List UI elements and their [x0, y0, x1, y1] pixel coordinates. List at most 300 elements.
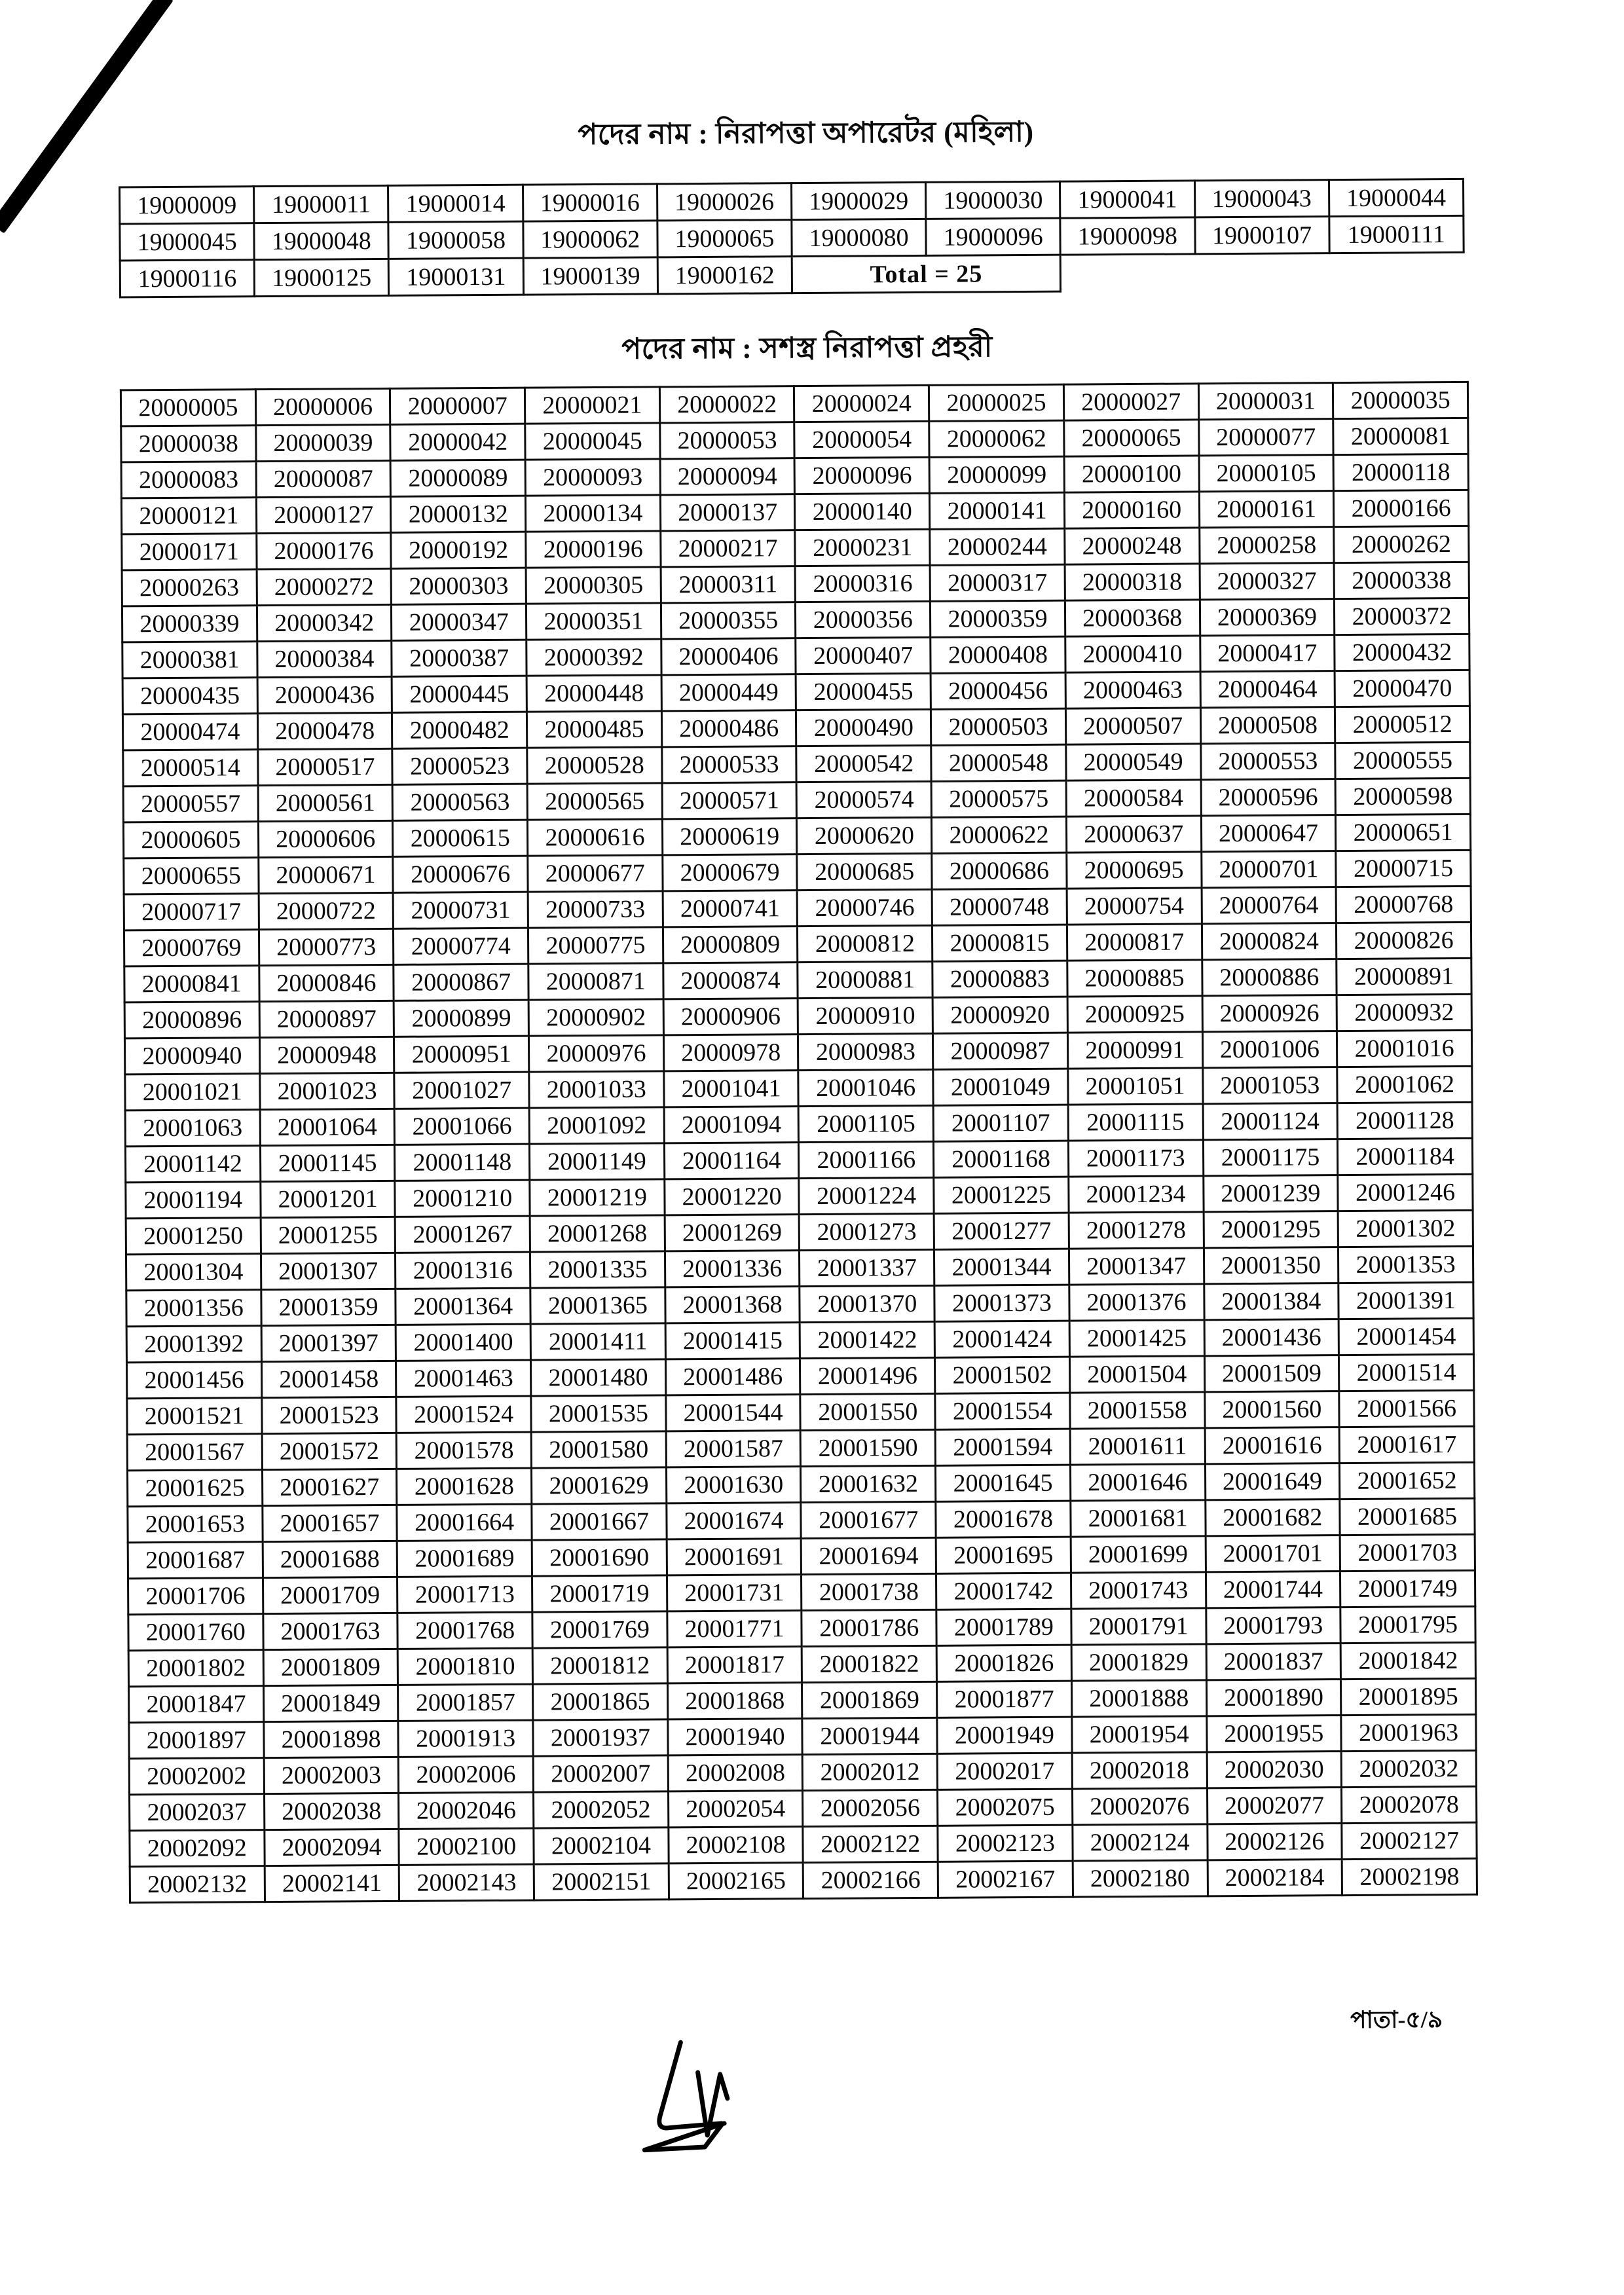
- roll-number-cell: 20000031: [1198, 383, 1333, 420]
- roll-number-cell: 20001769: [532, 1611, 667, 1648]
- roll-number-cell: 20000606: [258, 820, 393, 857]
- roll-number-cell: 20000464: [1200, 671, 1335, 708]
- roll-number-cell: 20000338: [1334, 562, 1469, 598]
- roll-number-cell: 20000701: [1201, 851, 1336, 888]
- roll-number-cell: 20000021: [525, 387, 659, 424]
- roll-number-cell: 20000448: [526, 675, 661, 712]
- roll-number-cell: 20001128: [1337, 1102, 1472, 1139]
- roll-number-cell: 20000303: [391, 568, 526, 604]
- roll-number-cell: 20000384: [257, 640, 392, 677]
- roll-number-cell: 20000685: [797, 853, 932, 890]
- roll-number-cell: 20000369: [1200, 599, 1335, 636]
- roll-number-cell: 20001364: [396, 1288, 530, 1325]
- roll-number-cell: 20001370: [800, 1285, 934, 1322]
- roll-number-cell: 20000615: [393, 820, 528, 856]
- roll-number-cell: 20000368: [1065, 600, 1200, 636]
- roll-number-cell: 20002141: [265, 1865, 399, 1901]
- roll-number-cell: 20001789: [936, 1609, 1071, 1645]
- roll-number-cell: 20000557: [123, 786, 258, 822]
- roll-number-cell: 20000920: [932, 997, 1067, 1033]
- roll-number-cell: 20001454: [1338, 1318, 1473, 1355]
- roll-number-cell: 20000902: [528, 999, 663, 1036]
- roll-number-cell: 20001578: [397, 1432, 532, 1469]
- roll-number-cell: 20001550: [800, 1393, 935, 1430]
- roll-number-cell: 20001630: [666, 1467, 801, 1503]
- roll-number-cell: 20001523: [262, 1397, 397, 1433]
- roll-number-cell: 20002030: [1207, 1752, 1342, 1788]
- roll-number-cell: 20001629: [532, 1467, 667, 1504]
- roll-number-cell: 20000978: [663, 1035, 798, 1071]
- roll-number-cell: 20000565: [527, 783, 662, 820]
- roll-number-cell: 20001016: [1337, 1030, 1472, 1067]
- roll-number-cell: 20001006: [1202, 1031, 1337, 1068]
- roll-number-cell: 20001255: [261, 1217, 396, 1253]
- roll-number-cell: 20001611: [1070, 1428, 1205, 1465]
- roll-number-cell: 20000161: [1199, 491, 1334, 528]
- roll-number-cell: 20001763: [263, 1613, 398, 1649]
- roll-number-cell: 20001793: [1206, 1607, 1340, 1644]
- roll-number-cell: 20001124: [1203, 1103, 1338, 1140]
- roll-number-cell: 20001560: [1204, 1391, 1339, 1428]
- roll-number-cell: 20000824: [1202, 923, 1337, 960]
- roll-number-cell: 20002094: [265, 1829, 399, 1865]
- roll-number-cell: 20002077: [1207, 1788, 1342, 1824]
- roll-number-cell: 20000436: [257, 676, 392, 713]
- roll-number-cell: 20000976: [529, 1035, 664, 1072]
- roll-number-cell: 20002003: [264, 1757, 399, 1793]
- roll-number-cell: 20001685: [1340, 1498, 1475, 1535]
- roll-number-cell: 20002002: [129, 1758, 264, 1795]
- roll-number-cell: 20001554: [935, 1393, 1070, 1429]
- roll-number-cell: 19000009: [120, 187, 255, 224]
- roll-number-cell: 19000062: [523, 221, 657, 258]
- roll-number-cell: 20000118: [1333, 454, 1468, 490]
- roll-number-cell: 20001895: [1341, 1678, 1476, 1715]
- roll-number-cell: 20002167: [938, 1861, 1073, 1898]
- roll-number-cell: 20001616: [1205, 1427, 1340, 1464]
- roll-number-cell: 20000826: [1337, 922, 1471, 959]
- roll-number-cell: 19000048: [254, 222, 389, 259]
- roll-number-cell: 20001184: [1338, 1138, 1473, 1175]
- total-cell: Total = 25: [792, 255, 1061, 293]
- roll-number-cell: 20001373: [934, 1285, 1069, 1321]
- roll-number-cell: 20002100: [399, 1828, 534, 1865]
- roll-number-table-security-operator: [119, 178, 1465, 299]
- roll-number-cell: 20000637: [1066, 816, 1201, 853]
- roll-number-cell: 20000317: [930, 564, 1065, 601]
- roll-number-cell: 20001480: [531, 1359, 666, 1396]
- roll-number-cell: 20001316: [396, 1252, 530, 1289]
- table-row: [120, 215, 1464, 261]
- roll-number-cell: 20000897: [259, 1001, 394, 1037]
- roll-number-cell: 20002046: [399, 1792, 534, 1829]
- roll-number-cell: 20000533: [662, 746, 797, 783]
- roll-number-cell: 20000514: [123, 750, 258, 786]
- roll-number-cell: 20001572: [262, 1433, 397, 1469]
- roll-number-cell: 20001224: [799, 1177, 934, 1214]
- roll-number-cell: 20001164: [664, 1143, 799, 1179]
- roll-number-cell: 20002143: [399, 1864, 534, 1901]
- roll-number-cell: 20000764: [1202, 887, 1337, 924]
- table-row: [120, 252, 1464, 297]
- roll-number-cell: 20000741: [663, 890, 798, 927]
- roll-number-cell: 20000507: [1065, 708, 1200, 744]
- roll-number-cell: 20000025: [929, 384, 1064, 421]
- roll-number-cell: 20001719: [532, 1575, 667, 1612]
- roll-number-cell: 20000407: [796, 637, 931, 674]
- roll-number-cell: 20001302: [1338, 1210, 1473, 1247]
- roll-number-cell: 20001566: [1339, 1390, 1474, 1427]
- roll-number-cell: 20002198: [1342, 1858, 1477, 1895]
- roll-number-cell: 20001580: [531, 1431, 666, 1468]
- roll-number-cell: 20000258: [1199, 527, 1334, 564]
- roll-number-cell: 20000094: [660, 458, 795, 495]
- roll-number-cell: 20000575: [931, 780, 1066, 817]
- roll-number-cell: 20001646: [1070, 1464, 1205, 1501]
- roll-number-cell: 20000508: [1200, 707, 1335, 744]
- roll-number-cell: 20000096: [795, 457, 930, 494]
- roll-number-cell: 20001278: [1069, 1212, 1204, 1249]
- roll-number-cell: 20001826: [936, 1645, 1071, 1681]
- roll-number-cell: 20000141: [930, 492, 1065, 529]
- roll-number-cell: 20002012: [803, 1753, 938, 1790]
- roll-number-cell: 20001225: [934, 1177, 1069, 1213]
- roll-number-cell: 20001657: [263, 1505, 397, 1541]
- roll-number-cell: 20001210: [395, 1180, 530, 1217]
- roll-number-cell: 20000045: [525, 423, 660, 460]
- roll-number-cell: 20001304: [126, 1254, 261, 1291]
- roll-number-cell: 20001857: [398, 1684, 533, 1721]
- roll-number-cell: 20000896: [124, 1002, 259, 1038]
- roll-number-cell: 20002180: [1073, 1860, 1208, 1897]
- roll-number-cell: 20000596: [1201, 779, 1336, 816]
- roll-number-cell: 20001913: [398, 1720, 533, 1757]
- roll-number-cell: 20000339: [122, 606, 257, 642]
- post-title-armed-security-guard: পদের নাম : সশস্ত্র নিরাপত্তা প্রহরী: [621, 331, 993, 365]
- roll-number-cell: 20000356: [796, 601, 931, 638]
- roll-number-cell: 20001706: [128, 1578, 263, 1615]
- roll-number-cell: 20001219: [530, 1179, 665, 1216]
- roll-number-cell: 20000561: [258, 784, 393, 821]
- roll-number-cell: 20002008: [668, 1755, 803, 1791]
- roll-number-cell: 19000058: [388, 221, 523, 259]
- roll-number-cell: 20000874: [663, 963, 798, 999]
- roll-number-cell: 20000196: [526, 531, 661, 568]
- roll-number-cell: 20001273: [800, 1213, 934, 1250]
- roll-number-cell: 20001142: [125, 1146, 260, 1183]
- roll-number-cell: 20001888: [1071, 1680, 1206, 1717]
- roll-number-cell: 20000027: [1063, 384, 1198, 420]
- roll-number-cell: 20001415: [665, 1323, 800, 1359]
- roll-number-cell: 20000871: [528, 963, 663, 1000]
- roll-number-cell: 20001250: [126, 1218, 261, 1255]
- roll-number-cell: 20000948: [259, 1037, 394, 1073]
- roll-number-cell: 20001681: [1071, 1500, 1206, 1537]
- roll-number-cell: 20000005: [120, 390, 255, 426]
- roll-number-cell: 20000548: [931, 744, 1066, 781]
- roll-number-cell: 20000925: [1067, 996, 1202, 1033]
- roll-number-cell: 19000014: [388, 185, 523, 222]
- roll-number-cell: 20000774: [394, 928, 528, 964]
- roll-number-cell: 20001268: [530, 1215, 665, 1252]
- roll-number-cell: 19000116: [120, 260, 255, 297]
- roll-number-cell: 20002092: [130, 1830, 265, 1867]
- roll-number-cell: 20000549: [1066, 744, 1201, 780]
- roll-number-cell: 19000111: [1329, 215, 1464, 253]
- roll-number-cell: 20001053: [1202, 1067, 1337, 1104]
- roll-number-cell: 20000584: [1066, 780, 1201, 817]
- roll-number-cell: 20000517: [257, 748, 392, 785]
- roll-number-cell: 20000351: [526, 603, 661, 640]
- roll-number-cell: 20000574: [797, 781, 932, 818]
- roll-number-cell: 20000083: [121, 462, 256, 498]
- roll-number-cell: 20000132: [391, 496, 526, 532]
- roll-number-cell: 20001954: [1072, 1716, 1207, 1753]
- roll-number-cell: 20001963: [1341, 1714, 1476, 1751]
- roll-number-cell: 20000846: [259, 964, 394, 1001]
- roll-number-cell: 20001944: [802, 1717, 937, 1754]
- roll-number-cell: 20000192: [391, 532, 526, 568]
- roll-number-cell: 20000817: [1067, 924, 1202, 961]
- roll-number-cell: 19000029: [791, 182, 926, 219]
- roll-number-cell: 20001687: [128, 1542, 263, 1579]
- roll-number-cell: 20001587: [666, 1431, 801, 1467]
- roll-number-cell: 19000098: [1060, 217, 1195, 255]
- roll-number-cell: 20000024: [794, 385, 929, 422]
- roll-number-cell: 20001744: [1206, 1571, 1340, 1608]
- roll-number-cell: 20000065: [1064, 420, 1199, 456]
- roll-number-cell: 20002124: [1073, 1824, 1208, 1861]
- roll-number-cell: 19000139: [523, 257, 658, 295]
- roll-number-cell: 20001115: [1068, 1104, 1203, 1141]
- roll-number-cell: 20001768: [397, 1612, 532, 1649]
- roll-number-cell: 20001897: [129, 1722, 264, 1759]
- roll-number-cell: 20000555: [1335, 742, 1470, 779]
- roll-number-cell: 20000359: [931, 600, 1065, 637]
- roll-number-cell: 20000523: [392, 748, 527, 784]
- roll-number-cell: 20001955: [1206, 1716, 1341, 1752]
- roll-number-cell: 20000775: [528, 927, 663, 964]
- roll-number-cell: 20000099: [929, 456, 1064, 493]
- roll-number-cell: 19000065: [657, 220, 792, 257]
- roll-number-cell: 20001590: [801, 1429, 936, 1466]
- roll-number-cell: 20000899: [394, 1000, 528, 1037]
- roll-number-cell: 20001703: [1340, 1534, 1475, 1571]
- roll-number-cell: 20001347: [1069, 1248, 1204, 1285]
- roll-number-cell: 20000171: [122, 534, 257, 570]
- roll-number-cell: 20001709: [263, 1577, 397, 1613]
- roll-number-cell: 20001743: [1071, 1572, 1206, 1609]
- roll-number-cell: 20001166: [799, 1141, 934, 1178]
- roll-number-cell: 20000906: [663, 999, 798, 1035]
- roll-number-cell: 20000485: [526, 711, 661, 748]
- roll-number-cell: 20000166: [1334, 490, 1469, 526]
- table-row: [130, 1858, 1477, 1903]
- roll-number-cell: 20001463: [396, 1360, 531, 1397]
- roll-number-cell: 20000316: [796, 565, 931, 602]
- roll-number-cell: 20001027: [394, 1072, 529, 1109]
- roll-number-cell: 20001649: [1205, 1463, 1340, 1500]
- roll-number-cell: 20000342: [257, 604, 392, 641]
- roll-number-cell: 20000910: [798, 997, 933, 1034]
- roll-number-cell: 20000449: [661, 674, 796, 711]
- roll-number-cell: 20000007: [390, 388, 525, 424]
- roll-number-cell: 20001436: [1204, 1319, 1339, 1356]
- roll-number-cell: 20001368: [665, 1287, 800, 1323]
- roll-number-cell: 20000553: [1200, 743, 1335, 780]
- roll-number-cell: 20001837: [1206, 1643, 1341, 1680]
- roll-number-cell: 20001731: [667, 1575, 802, 1611]
- roll-number-cell: 20000127: [256, 496, 391, 533]
- roll-number-cell: 20000647: [1201, 815, 1336, 852]
- roll-number-cell: 20001267: [396, 1216, 530, 1253]
- roll-number-cell: 20001033: [529, 1071, 664, 1108]
- roll-number-cell: 20000445: [392, 676, 526, 712]
- roll-number-cell: 20002037: [130, 1794, 265, 1831]
- roll-number-cell: 20002056: [803, 1790, 938, 1826]
- roll-number-cell: 20000841: [124, 966, 259, 1002]
- roll-number-cell: 20000812: [798, 925, 932, 962]
- roll-number-cell: 20001051: [1068, 1068, 1203, 1105]
- roll-number-cell: 20001509: [1204, 1355, 1339, 1392]
- roll-number-cell: 20000512: [1335, 706, 1470, 743]
- roll-number-cell: 20002123: [938, 1825, 1073, 1862]
- roll-number-cell: 20001865: [533, 1683, 668, 1720]
- roll-number-cell: 20002132: [130, 1866, 265, 1903]
- roll-number-cell: 20001107: [933, 1105, 1068, 1141]
- roll-number-cell: 20000248: [1065, 528, 1200, 564]
- roll-number-cell: 20000619: [662, 818, 797, 855]
- roll-number-cell: 20002127: [1342, 1822, 1477, 1859]
- roll-number-cell: 20000768: [1336, 886, 1471, 923]
- roll-number-cell: 20000470: [1335, 670, 1469, 707]
- roll-number-cell: 20000867: [394, 964, 528, 1001]
- roll-number-cell: 20000176: [256, 532, 391, 569]
- roll-number-cell: 20001234: [1069, 1176, 1204, 1213]
- roll-number-cell: 20000748: [932, 889, 1067, 925]
- roll-number-cell: 20001269: [665, 1215, 800, 1251]
- roll-number-cell: 20000022: [659, 386, 794, 423]
- roll-number-cell: 19000096: [926, 218, 1061, 255]
- roll-number-cell: 20001094: [664, 1107, 799, 1143]
- roll-number-cell: 20000355: [661, 602, 796, 639]
- roll-number-cell: 20000077: [1198, 419, 1333, 456]
- roll-number-cell: 20000676: [393, 856, 528, 892]
- roll-number-cell: 20001822: [802, 1645, 937, 1682]
- roll-number-cell: 20000951: [394, 1036, 529, 1073]
- roll-number-cell: 20000272: [257, 568, 392, 605]
- roll-number-cell: 20000754: [1067, 888, 1202, 925]
- roll-number-cell: 20000262: [1334, 526, 1469, 562]
- roll-number-cell: 20000231: [795, 529, 930, 566]
- roll-number-cell: 20000432: [1335, 634, 1469, 670]
- roll-number-cell: 20000054: [794, 421, 929, 458]
- roll-number-cell: 20001713: [397, 1576, 532, 1613]
- roll-number-cell: 20001391: [1338, 1282, 1473, 1319]
- roll-number-cell: 20000987: [933, 1033, 1068, 1069]
- roll-number-cell: 20001674: [667, 1503, 802, 1539]
- roll-number-cell: 20001148: [395, 1144, 530, 1181]
- roll-number-cell: 20001688: [263, 1541, 397, 1577]
- roll-number-cell: 20001220: [665, 1179, 800, 1215]
- roll-number-cell: 20000406: [661, 638, 796, 675]
- roll-number-cell: 20001046: [798, 1069, 933, 1106]
- roll-number-cell: 20000006: [255, 388, 390, 425]
- roll-number-cell: 20001149: [530, 1143, 665, 1180]
- roll-number-cell: 20000731: [393, 892, 528, 928]
- roll-number-cell: 20001544: [666, 1395, 801, 1431]
- roll-number-cell: 19000016: [523, 184, 657, 221]
- roll-number-cell: 20001356: [126, 1290, 261, 1327]
- roll-number-cell: 20000217: [660, 530, 795, 567]
- roll-number-cell: 20002184: [1208, 1860, 1342, 1896]
- roll-number-cell: 20000686: [932, 853, 1067, 889]
- roll-number-cell: 20001632: [801, 1465, 936, 1502]
- roll-number-cell: 20001677: [801, 1501, 936, 1538]
- roll-number-cell: 20001847: [129, 1686, 264, 1723]
- roll-number-cell: 20000503: [931, 708, 1066, 745]
- roll-number-cell: 20001809: [263, 1649, 398, 1685]
- roll-number-cell: 20001868: [667, 1683, 802, 1719]
- roll-number-cell: 20001049: [933, 1069, 1068, 1105]
- roll-number-cell: 20001376: [1069, 1284, 1204, 1321]
- roll-number-cell: 20001337: [800, 1249, 934, 1286]
- roll-number-cell: 20001738: [802, 1573, 936, 1610]
- roll-number-cell: 20002104: [534, 1827, 669, 1864]
- roll-number-cell: 20001353: [1338, 1246, 1473, 1283]
- roll-number-cell: 20001694: [802, 1537, 936, 1574]
- roll-number-cell: 20001092: [529, 1107, 664, 1144]
- roll-number-cell: 20000474: [122, 714, 257, 750]
- roll-number-table-armed-security-guard: [120, 381, 1478, 1904]
- roll-number-cell: 20000435: [122, 678, 257, 714]
- roll-number-cell: 20001842: [1340, 1642, 1475, 1679]
- roll-number-cell: 20001425: [1069, 1320, 1204, 1357]
- roll-number-cell: 20002122: [803, 1826, 938, 1862]
- roll-number-cell: 20000679: [663, 854, 798, 891]
- roll-number-cell: 20001105: [799, 1105, 934, 1142]
- roll-number-cell: 20000773: [259, 928, 394, 965]
- roll-number-cell: 20000671: [258, 856, 393, 893]
- roll-number-cell: 20001023: [259, 1073, 394, 1109]
- roll-number-cell: 20001627: [262, 1469, 397, 1505]
- roll-number-cell: 20000093: [525, 459, 660, 496]
- roll-number-cell: 20001397: [261, 1325, 396, 1361]
- roll-number-cell: 20001742: [936, 1573, 1071, 1609]
- roll-number-cell: 20000733: [528, 891, 663, 928]
- roll-number-cell: 20002078: [1342, 1786, 1477, 1823]
- roll-number-cell: 20001063: [125, 1110, 260, 1147]
- roll-number-cell: 20000417: [1200, 635, 1335, 672]
- roll-number-cell: 20001645: [936, 1465, 1071, 1501]
- roll-number-cell: 20001689: [397, 1540, 532, 1577]
- roll-number-cell: 20000311: [661, 566, 796, 603]
- roll-number-cell: 19000030: [926, 181, 1061, 219]
- roll-number-cell: 20002151: [534, 1864, 669, 1900]
- roll-number-cell: 20001173: [1068, 1140, 1203, 1177]
- roll-number-cell: 20001869: [802, 1681, 937, 1718]
- roll-number-cell: 20000881: [798, 961, 932, 998]
- roll-number-cell: 20001458: [261, 1361, 396, 1397]
- roll-number-cell: 20002032: [1341, 1750, 1476, 1787]
- roll-number-cell: 20001041: [664, 1071, 799, 1107]
- roll-number-cell: 20001524: [396, 1396, 531, 1433]
- roll-number-cell: 20000327: [1200, 563, 1335, 600]
- roll-number-cell: 19000044: [1329, 179, 1464, 216]
- roll-number-cell: 20001898: [264, 1721, 399, 1757]
- roll-number-cell: 20001504: [1069, 1356, 1204, 1393]
- roll-number-cell: 20001502: [935, 1357, 1070, 1393]
